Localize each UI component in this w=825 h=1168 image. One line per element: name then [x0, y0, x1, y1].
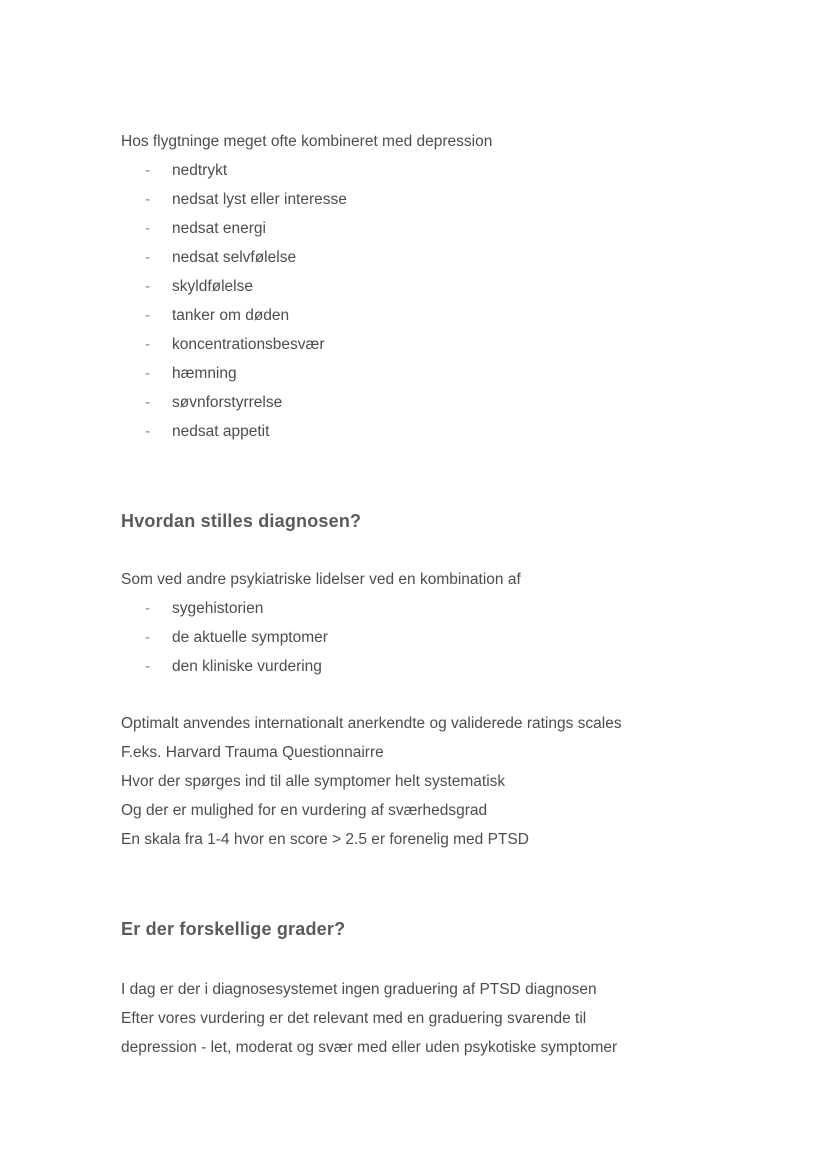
bullet-dash: - [145, 600, 151, 617]
list-item [145, 364, 237, 384]
list-item-text: skyldfølelse [172, 278, 253, 295]
list-item-text: nedsat selvfølelse [172, 249, 297, 266]
bullet-dash: - [145, 365, 151, 382]
bullet-dash: - [145, 220, 151, 237]
list-item-text: nedsat energi [172, 220, 266, 237]
paragraph-line: Optimalt anvendes internationalt anerkendte og validerede ratings scales [121, 715, 622, 732]
paragraph-line: Efter vores vurdering er det relevant med en graduering svarende til [121, 1010, 587, 1027]
bullet-dash: - [145, 658, 151, 675]
list-item-text: den kliniske vurdering [172, 658, 322, 675]
bullet-dash: - [145, 191, 151, 208]
list-item [145, 277, 253, 297]
bullet-dash: - [145, 162, 151, 179]
list-item [145, 335, 325, 355]
bullet-dash: - [145, 278, 151, 295]
list-item [145, 599, 263, 619]
bullet-dash: - [145, 307, 151, 324]
list-item [145, 628, 328, 648]
list-item [145, 393, 282, 413]
diagnosis-intro: Som ved andre psykiatriske lidelser ved en kombination af [121, 571, 521, 588]
paragraph-line: Og der er mulighed for en vurdering af sværhedsgrad [121, 802, 488, 819]
bullet-dash: - [145, 423, 151, 440]
paragraph-line: Hvor der spørges ind til alle symptomer helt systematisk [121, 773, 506, 790]
list-item-text: nedsat lyst eller interesse [172, 191, 347, 208]
list-item-text: søvnforstyrrelse [172, 394, 283, 411]
list-item-text: hæmning [172, 365, 237, 382]
paragraph-line: F.eks. Harvard Trauma Questionnairre [121, 744, 384, 761]
list-item-text: nedtrykt [172, 162, 228, 179]
paragraph-line: I dag er der i diagnosesystemet ingen graduering af PTSD diagnosen [121, 981, 597, 998]
list-item-text: sygehistorien [172, 600, 264, 617]
list-item [145, 248, 296, 268]
intro-text: Hos flygtninge meget ofte kombineret med depression [121, 133, 493, 150]
bullet-dash: - [145, 629, 151, 646]
list-item-text: koncentrationsbesvær [172, 336, 325, 353]
list-item [145, 306, 289, 326]
list-item [145, 190, 347, 210]
paragraph-line: En skala fra 1-4 hvor en score > 2.5 er forenelig med PTSD [121, 831, 529, 848]
list-item [145, 657, 322, 677]
section-heading-grades: Er der forskellige grader? [121, 919, 346, 939]
list-item [145, 161, 227, 181]
list-item-text: de aktuelle symptomer [172, 629, 328, 646]
bullet-dash: - [145, 249, 151, 266]
section-heading-diagnosis: Hvordan stilles diagnosen? [121, 511, 362, 531]
list-item-text: nedsat appetit [172, 423, 270, 440]
list-item-text: tanker om døden [172, 307, 290, 324]
paragraph-line: depression - let, moderat og svær med eller uden psykotiske symptomer [121, 1039, 618, 1056]
bullet-dash: - [145, 336, 151, 353]
list-item [145, 422, 269, 442]
list-item [145, 219, 266, 239]
bullet-dash: - [145, 394, 151, 411]
